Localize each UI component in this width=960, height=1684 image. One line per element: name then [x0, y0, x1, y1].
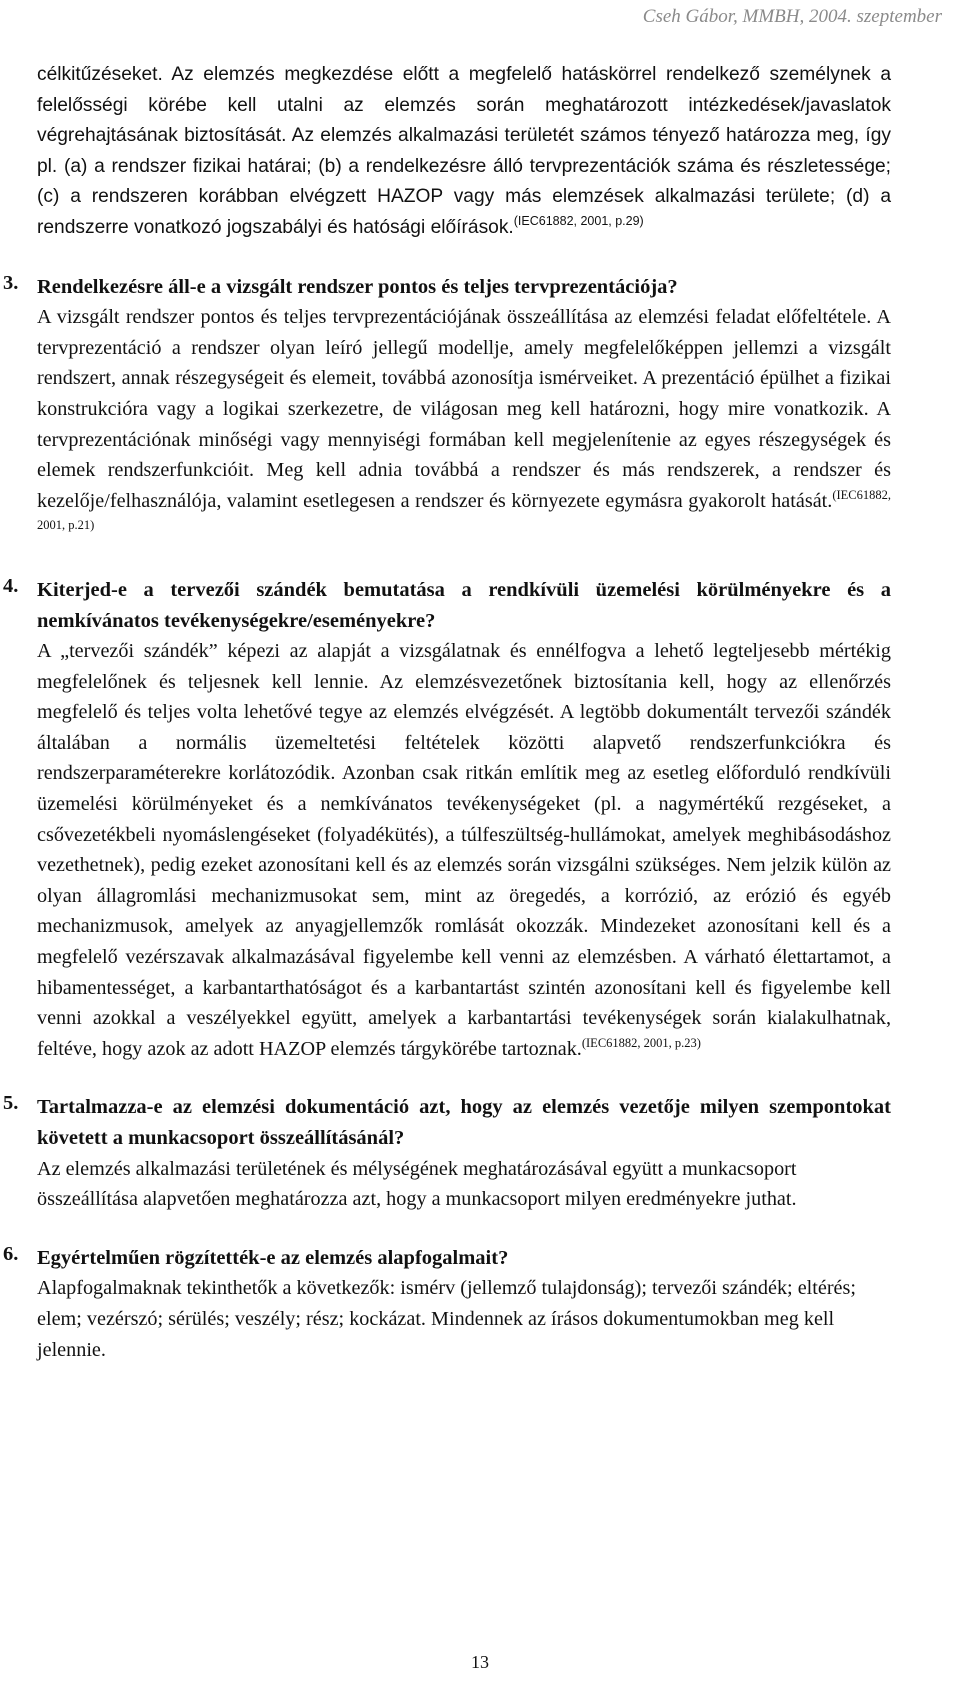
section-body: Az elemzés alkalmazási területének és mélységének meghatározásával együtt a munkacsoport összeállítása alapvetően meghatározza azt, hogy a munkacsoport milyen eredményekre juthat.	[37, 1157, 797, 1211]
intro-text: célkitűzéseket. Az elemzés megkezdése előtt a megfelelő hatáskörrel rendelkező személynek a felelősségi körébe kell utalni az elemzés során meghatározott intézkedések/javaslatok végrehajtásának biztosítását. Az elemzés alkalmazási területét számos tényező határozza meg, így pl. (a) a rendszer fizikai határai; (b) a rendelkezésre álló tervprezentációk száma és részletessége; (c) a rendszeren korábban elvégzett HAZOP vagy más elemzések alkalmazási területe; (d) a rendszerre vonatkozó jogszabályi és hatósági előírások.	[37, 64, 891, 238]
section-body	[37, 302, 891, 547]
section-body: Alapfogalmaknak tekinthetők a következők: ismérv (jellemző tulajdonság); tervezői szándék; eltérés; elem; vezérszó; sérülés; veszély; rész; kockázat. Mindennek az írásos dokumentumokban meg kell jelennie.	[37, 1277, 856, 1361]
section-body	[37, 636, 891, 1064]
section-reference: (IEC61882, 2001, p.23)	[581, 1035, 701, 1050]
section-5	[3, 1092, 891, 1214]
section-number: 5.	[3, 1092, 19, 1115]
intro-paragraph	[37, 60, 891, 244]
section-body-text: A „tervezői szándék” képezi az alapját a vizsgálatnak és ennélfogva a lehető legteljesebb mértékig megfelelőnek és teljesnek kell lennie. Az elemzésvezetőnek biztosítania kell, hogy az ellenőrzés megfelelő és teljes volta lehetővé tegye az elemzés elvégzését. A legtöbb dokumentált tervezői szándék általában a normális üzemeltetési feltételek közötti alapvető rendszerfunkciókra és rendszerparaméterekre korlátozódik. Azonban csak ritkán említik meg az esetleg előforduló rendkívüli üzemelési körülményeket és a nemkívánatos tevékenységeket (pl. a nagymértékű rezgéseket, a csővezetékbeli nyomáslengéseket (folyadékütés), a túlfeszültség-hullámokat, amelyek meghibásodáshoz vezethetnek), pedig ezeket azonosítani kell és az elemzés során vizsgálni szükséges. Nem jelzik külön az olyan állagromlási mechanizmusokat sem, mint az öregedés, a korrózió, az erózió és egyéb mechanizmusok, amelyek az anyagjellemzők romlását okozzák. Mindezeket azonosítani kell és a megfelelő vezérszavak alkalmazásával figyelembe kell venni az elemzésben. A várható élettartamot, a hibamentességet, a karbantarthatóságot és a karbantartást szintén azonosítani kell és figyelembe kell venni azokkal a veszélyekkel együtt, amelyek a karbantartási tevékenységek során kialakulhatnak, feltéve, hogy azok az adott HAZOP elemzés tárgykörébe tartoznak.	[37, 640, 891, 1060]
section-number: 6.	[3, 1242, 19, 1265]
section-question: Egyértelműen rögzítették-e az elemzés alapfogalmait?	[37, 1246, 509, 1269]
running-header: Cseh Gábor, MMBH, 2004. szeptember	[642, 6, 942, 27]
section-question: Kiterjed-e a tervezői szándék bemutatása a rendkívüli üzemelési körülményekre és a nemkívánatos tevékenységekre/eseményekre?	[37, 578, 891, 632]
section-question: Rendelkezésre áll-e a vizsgált rendszer pontos és teljes tervprezentációja?	[37, 275, 678, 298]
section-4	[3, 574, 891, 1065]
section-number: 3.	[3, 271, 19, 294]
section-3	[3, 271, 891, 547]
section-6	[3, 1242, 891, 1365]
section-reference: (IEC61882, 2001, p.21)	[37, 487, 891, 533]
section-number: 4.	[3, 574, 19, 597]
section-question: Tartalmazza-e az elemzési dokumentáció azt, hogy az elemzés vezetője milyen szempontokat követett a munkacsoport összeállításánál?	[37, 1096, 891, 1149]
section-body-text: A vizsgált rendszer pontos és teljes tervprezentációjának összeállítása az elemzési feladat előfeltétele. A tervprezentáció a rendszer olyan leíró jellegű modellje, amely megfelelőképpen jellemzi a vizsgált rendszert, annak részegységeit és elemeit, továbbá azonosítja ismérveiket. A prezentáció épülhet a fizikai konstrukcióra vagy a logikai szerkezetre, de világosan meg kell határozni, hogy mire vonatkozik. A tervprezentációnak minőségi vagy mennyiségi formában kell megjelenítenie az egyes részegységek és elemek rendszerfunkcióit. Meg kell adnia továbbá a rendszer és más rendszerek, a rendszer és kezelője/felhasználója, valamint esetlegesen a rendszer és környezete egymásra gyakorolt hatását.	[37, 306, 891, 512]
page-number: 13	[471, 1652, 489, 1672]
intro-reference: (IEC61882, 2001, p.29)	[513, 213, 644, 228]
document-body	[3, 60, 891, 1365]
